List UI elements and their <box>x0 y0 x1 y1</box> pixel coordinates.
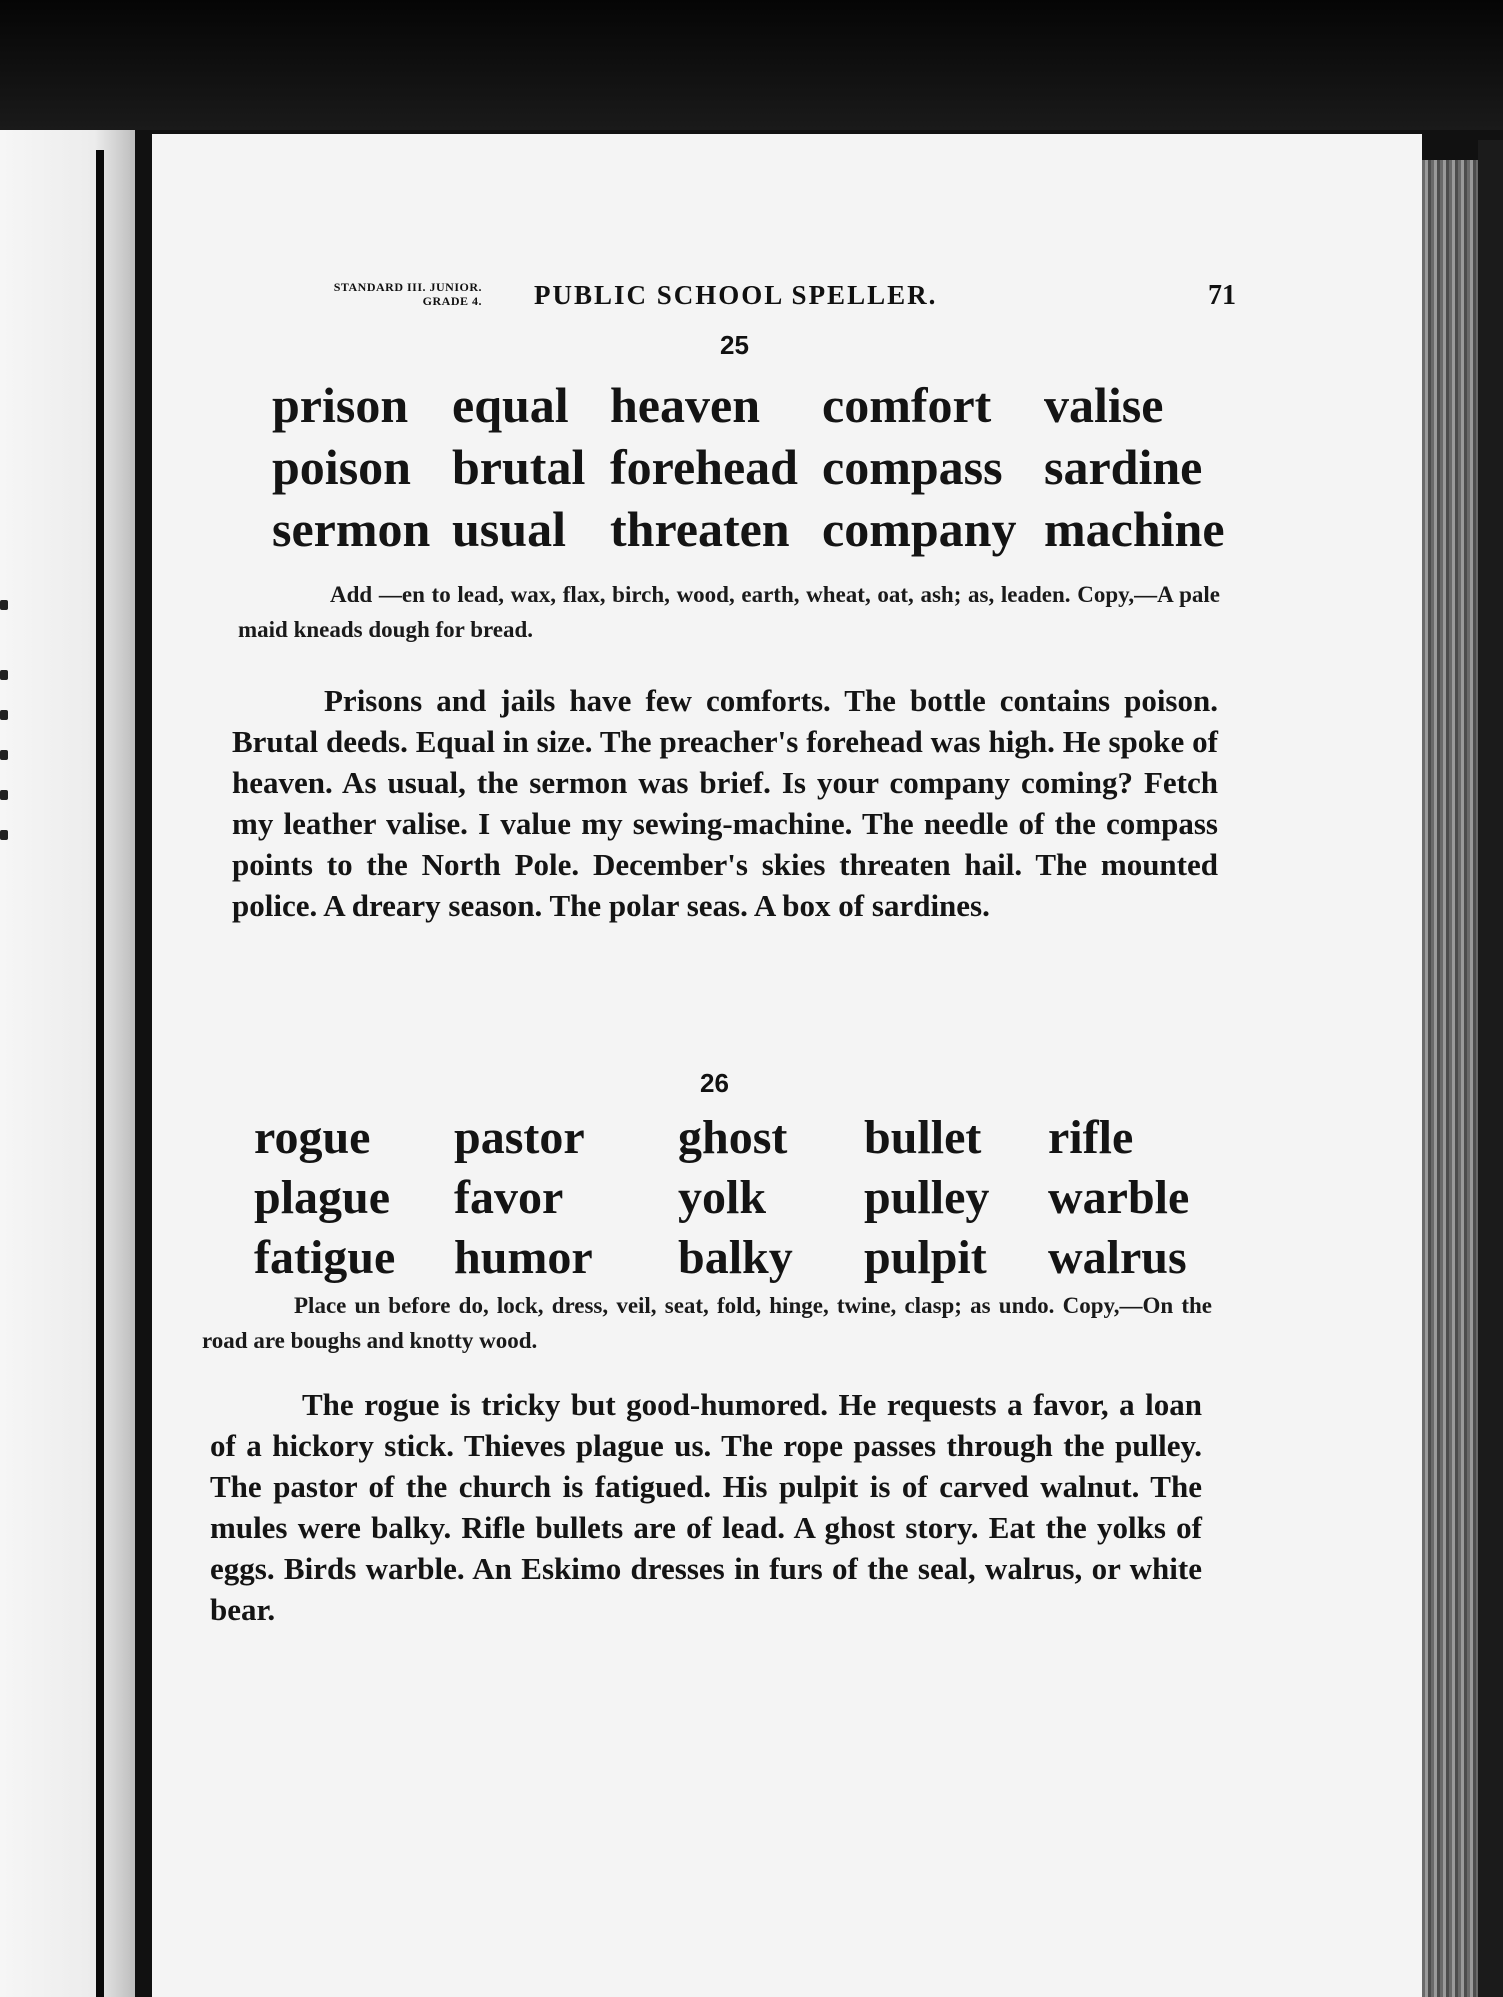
spelling-word: walrus <box>1048 1231 1187 1284</box>
facing-page-fragment <box>0 790 8 800</box>
spelling-word: valise <box>1044 377 1164 433</box>
dictation-paragraph: The rogue is tricky but good-humored. He requests a favor, a loan of a hickory stick. Thieves plague us. The rope passes through the pulley. The pastor of the church is fatigued. His pulpit is of carved walnut. The mules were balky. Rifle bullets are of lead. A ghost story. Eat the yolks of eggs. Birds warble. An Eskimo dresses in furs of the seal, walrus, or white bear. <box>210 1387 1202 1627</box>
spelling-word: ghost <box>678 1111 788 1164</box>
spelling-word: humor <box>454 1231 593 1284</box>
grade-text: GRADE 4. <box>422 294 482 308</box>
spelling-word: heaven <box>610 377 760 433</box>
facing-page-fragment <box>0 710 8 720</box>
spelling-word: rifle <box>1048 1111 1134 1164</box>
spelling-word: sermon <box>272 501 431 557</box>
scan-background <box>0 0 1503 130</box>
exercise-note: Add —en to lead, wax, flax, birch, wood, earth, wheat, oat, ash; as, leaden. Copy,—A pale maid kneads dough for bread. <box>238 582 1220 642</box>
spelling-word: balky <box>678 1231 793 1284</box>
spelling-word: plague <box>254 1171 391 1224</box>
book-title: PUBLIC SCHOOL SPELLER. <box>534 280 938 310</box>
spelling-word: threaten <box>610 501 790 557</box>
word-list <box>272 374 1232 564</box>
spelling-word: sardine <box>1044 439 1203 495</box>
spelling-word: company <box>822 501 1017 557</box>
facing-page-edge <box>0 130 135 1997</box>
spelling-word: warble <box>1048 1171 1190 1224</box>
spelling-word: fatigue <box>254 1231 396 1284</box>
exercise-note: Place un before do, lock, dress, veil, seat, fold, hinge, twine, clasp; as undo. Copy,—On the road are boughs and knotty wood. <box>202 1293 1212 1353</box>
spelling-word: prison <box>272 377 409 433</box>
spelling-word: poison <box>272 439 411 495</box>
dictation-paragraph: Prisons and jails have few comforts. The bottle contains poison. Brutal deeds. Equal in size. The preacher's forehead was high. He spoke of heaven. As usual, the sermon was brief. Is your company coming? Fetch my leather valise. I value my sewing-machine. The needle of the compass points to the North Pole. December's skies threaten hail. The mounted police. A dreary season. The polar seas. A box of sardines. <box>232 683 1218 923</box>
lesson-number: 25 <box>720 330 749 360</box>
spelling-word: forehead <box>610 439 798 495</box>
facing-page-fragment <box>0 670 8 680</box>
spelling-word: machine <box>1044 501 1225 557</box>
standard-label <box>246 280 482 308</box>
spelling-word: pulley <box>864 1171 990 1224</box>
spelling-word: equal <box>452 377 569 433</box>
lesson-number: 26 <box>700 1068 729 1098</box>
standard-text: STANDARD III. JUNIOR. <box>333 280 482 294</box>
spelling-word: rogue <box>254 1111 371 1164</box>
spelling-word: comfort <box>822 377 992 433</box>
scan-border <box>1478 140 1503 1997</box>
spelling-word: pulpit <box>864 1231 987 1284</box>
spelling-word: favor <box>454 1171 564 1224</box>
facing-page-fragment <box>0 600 8 610</box>
running-header <box>246 280 1236 320</box>
facing-page-fragment <box>0 750 8 760</box>
spelling-word: compass <box>822 439 1003 495</box>
facing-page-fragment <box>0 830 8 840</box>
book-spine <box>96 150 104 1997</box>
page-number: 71 <box>1208 280 1236 311</box>
spelling-word: usual <box>452 501 566 557</box>
spelling-word: bullet <box>864 1111 982 1164</box>
word-list <box>254 1108 1214 1298</box>
spelling-word: yolk <box>678 1171 767 1224</box>
spelling-word: brutal <box>452 439 586 495</box>
spelling-word: pastor <box>454 1111 585 1164</box>
